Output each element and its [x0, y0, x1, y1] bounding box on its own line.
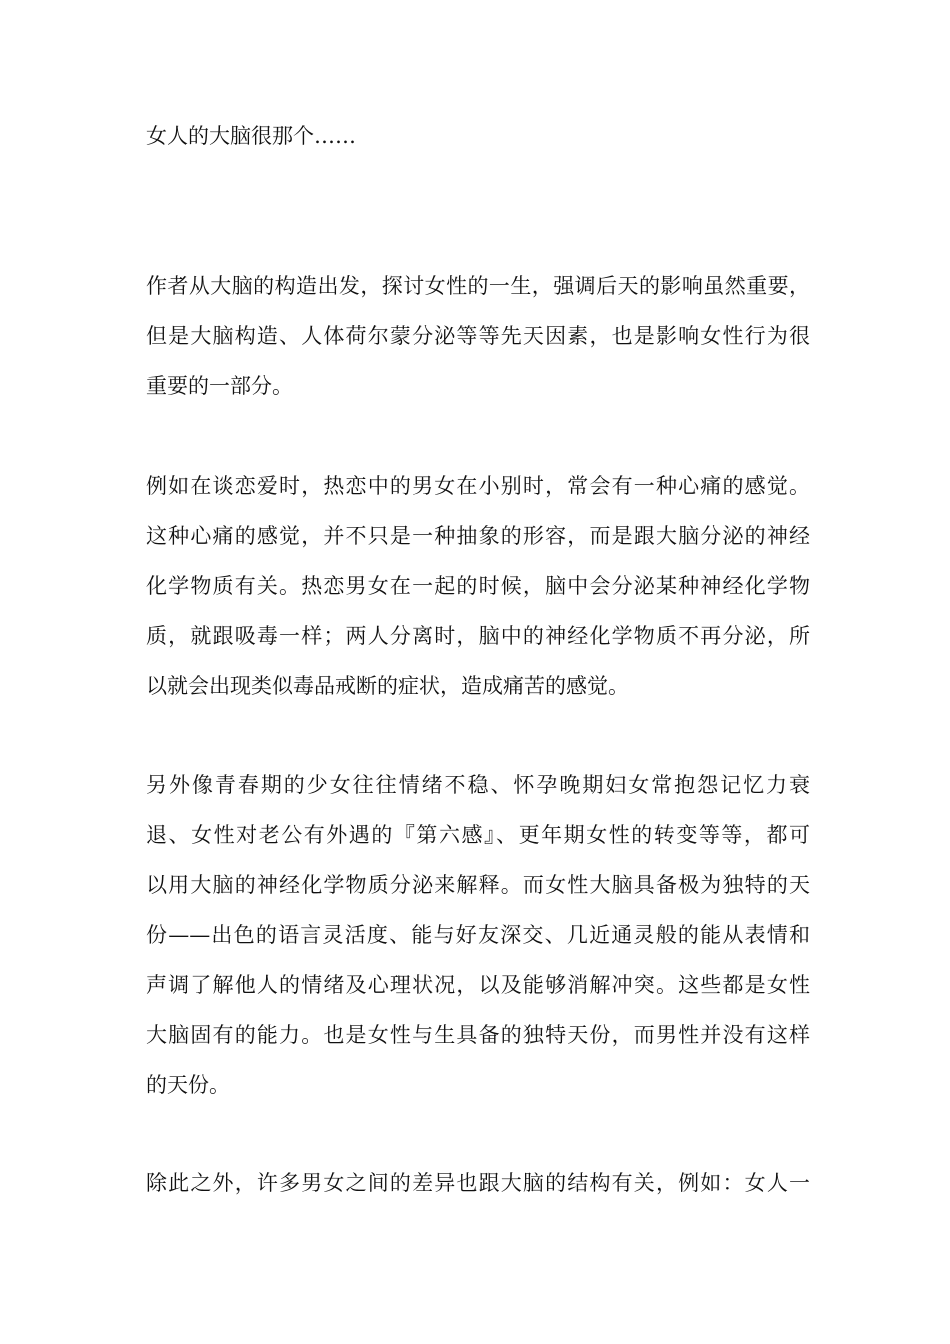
paragraph-line: 这种心痛的感觉，并不只是一种抽象的形容，而是跟大脑分泌的神经: [146, 524, 810, 548]
document-title: 女人的大脑很那个……: [146, 124, 356, 148]
paragraph-line: 的天份。: [146, 1073, 230, 1097]
paragraph-line: 退、女性对老公有外遇的『第六感』、更年期女性的转变等等，都可: [146, 823, 810, 847]
paragraph-line: 声调了解他人的情绪及心理状况，以及能够消解冲突。这些都是女性: [146, 973, 810, 997]
paragraph-line: 以就会出现类似毒品戒断的症状，造成痛苦的感觉。: [146, 674, 629, 698]
paragraph-1: [146, 261, 810, 411]
paragraph-line: 另外像青春期的少女往往情绪不稳、怀孕晚期妇女常抱怨记忆力衰: [146, 773, 810, 797]
paragraph-line: 份——出色的语言灵活度、能与好友深交、几近通灵般的能从表情和: [146, 923, 810, 947]
paragraph-3: [146, 760, 810, 1110]
paragraph-line: 重要的一部分。: [146, 374, 293, 398]
paragraph-4: [146, 1158, 810, 1208]
paragraph-line: 但是大脑构造、人体荷尔蒙分泌等等先天因素，也是影响女性行为很: [146, 324, 810, 348]
paragraph-line: 质，就跟吸毒一样；两人分离时，脑中的神经化学物质不再分泌，所: [146, 624, 810, 648]
paragraph-line: 除此之外，许多男女之间的差异也跟大脑的结构有关，例如：女人一: [146, 1171, 810, 1195]
paragraph-line: 大脑固有的能力。也是女性与生具备的独特天份，而男性并没有这样: [146, 1023, 810, 1047]
paragraph-line: 以用大脑的神经化学物质分泌来解释。而女性大脑具备极为独特的天: [146, 873, 810, 897]
paragraph-line: 化学物质有关。热恋男女在一起的时候，脑中会分泌某种神经化学物: [146, 574, 810, 598]
paragraph-2: [146, 461, 810, 711]
paragraph-line: 例如在谈恋爱时，热恋中的男女在小别时，常会有一种心痛的感觉。: [146, 474, 810, 498]
paragraph-line: 作者从大脑的构造出发，探讨女性的一生，强调后天的影响虽然重要，: [146, 274, 810, 298]
